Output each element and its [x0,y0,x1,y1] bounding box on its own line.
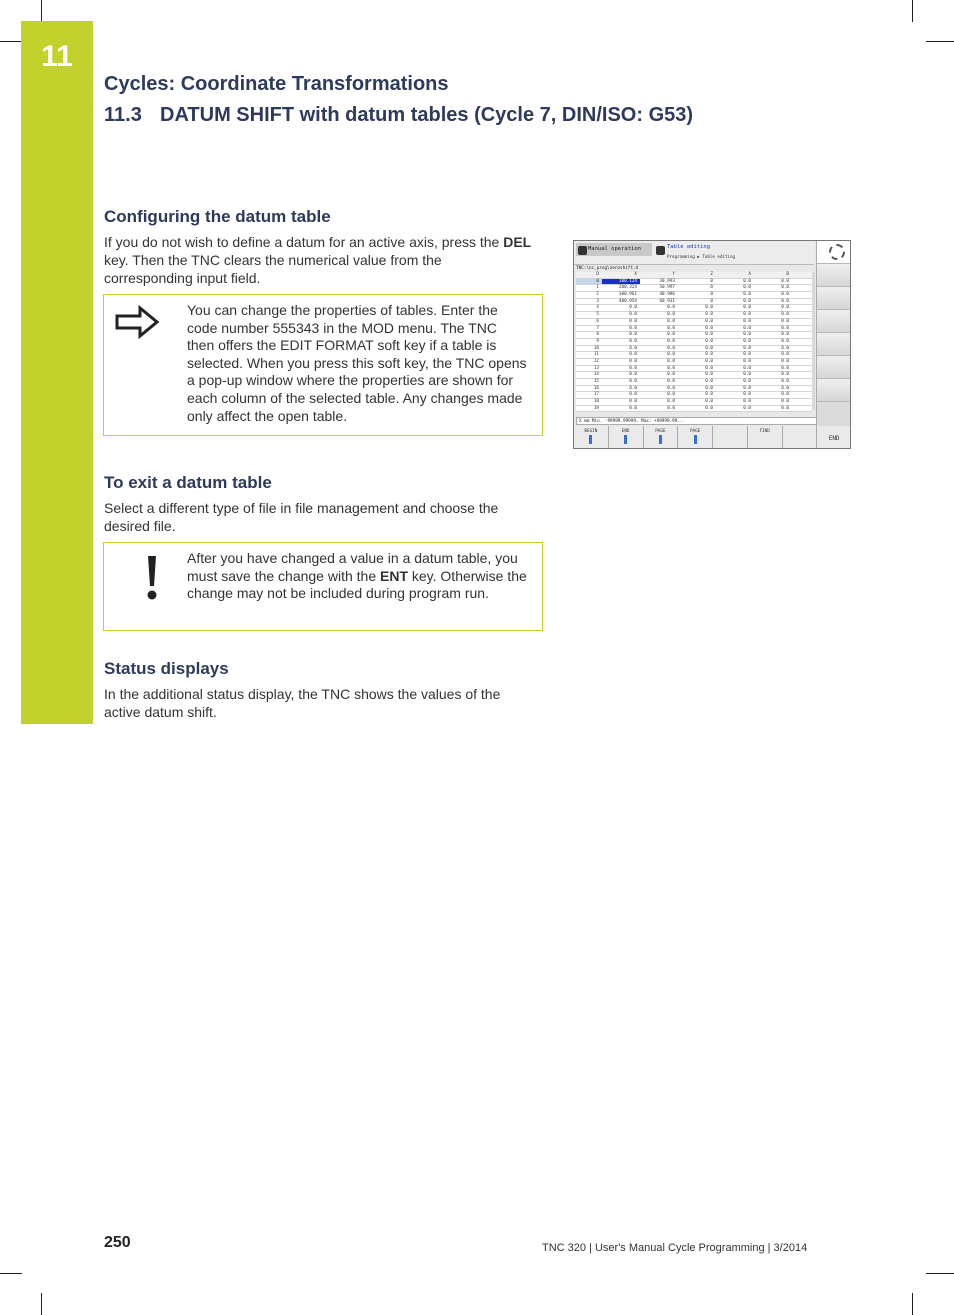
table-cell: 0.0 [705,385,713,391]
heading-configuring: Configuring the datum table [104,207,331,226]
table-cell: 0.0 [705,305,713,311]
exclamation-icon [114,553,184,608]
table-row[interactable] [576,339,812,346]
para-configuring [104,233,534,287]
table-cell: 0.0 [629,392,637,398]
table-cell: 0.0 [629,338,637,344]
mode-label: Table editing [667,244,711,250]
table-cell: 0.0 [667,318,675,324]
table-row[interactable] [576,312,812,319]
table-cell: 0.0 [629,318,637,324]
crop-mark [926,1273,954,1274]
arrow-icon [589,435,592,444]
table-cell: 6 [596,318,599,324]
table-cell: 0.0 [667,365,675,371]
table-cell: 0.0 [629,405,637,411]
table-cell: 0.0 [629,305,637,311]
table-cell: 0 [710,278,713,284]
table-cell: 0.0 [705,318,713,324]
table-cell: 0.0 [667,385,675,391]
crop-mark [912,0,913,22]
table-cell: 0.0 [743,318,751,324]
table-cell: 0.0 [781,332,789,338]
table-cell: 200.324 [618,285,637,291]
table-cell: 0.0 [667,399,675,405]
softkey-label: END [621,429,630,434]
softkey-label: PAGE [689,429,701,434]
table-row[interactable] [576,379,812,386]
table-cell: 0.0 [781,285,789,291]
table-cell: 0 [710,298,713,304]
input-line: X mm Min. -99999.99999, Max: +99999.99... [576,417,846,425]
table-cell: 0.0 [705,352,713,358]
table-cell: 0.0 [781,298,789,304]
table-cell: 0.0 [705,372,713,378]
softkey[interactable] [678,426,713,449]
table-row[interactable] [576,326,812,333]
table-cell: 0.0 [743,352,751,358]
heading-exit: To exit a datum table [104,473,272,492]
table-cell: 0.0 [743,298,751,304]
table-cell: 0.0 [781,365,789,371]
table-cell: 12 [593,358,599,364]
table-cell: 0.0 [629,399,637,405]
table-cell: 0.0 [629,345,637,351]
table-cell: 10 [593,345,599,351]
heading-status: Status displays [104,659,229,678]
crop-mark [41,0,42,22]
table-cell: 0.0 [781,305,789,311]
table-cell: 60.931 [659,298,675,304]
table-cell: 11 [593,352,599,358]
table-cell: 0.0 [705,379,713,384]
softkey[interactable] [817,426,851,449]
chapter-title: Cycles: Coordinate Transformations [104,73,449,95]
softkey-vertical [817,264,851,287]
datum-table [576,272,812,412]
table-cell: 15 [593,379,599,384]
softkey-vertical [817,287,851,310]
file-path: TNC:\nc_prog\zeroshift.d [576,266,639,271]
table-cell: 14 [593,372,599,378]
softkey[interactable] [748,426,783,449]
table-cell: 0 [710,292,713,298]
mode-table-editing [656,243,806,263]
table-cell: 0.0 [743,358,751,364]
table-cell: 0.0 [667,352,675,358]
table-cell: 0.0 [781,358,789,364]
table-row[interactable] [576,359,812,366]
text: key. Otherwise the change may not be included during program run. [187,567,527,602]
table-cell: 0.0 [705,325,713,331]
mode-label: Manual operation [588,246,641,252]
warning-box [103,542,543,631]
text: After you have changed a value in a datum table, you must save the change with the [187,550,518,584]
table-cell: 4 [596,305,599,311]
table-cell: 1 [596,285,599,291]
table-cell: 3 [596,298,599,304]
table-cell: Y [672,272,675,277]
crop-mark [0,1273,22,1274]
table-cell: 0.0 [705,332,713,338]
table-cell: 18 [593,399,599,405]
table-cell: 0.0 [743,278,751,284]
table-cell: 0.0 [781,352,789,358]
table-cell: 8 [596,332,599,338]
table-row[interactable] [576,279,812,286]
table-row[interactable] [576,386,812,393]
softkey-vertical [817,379,851,402]
table-cell: 0.0 [743,345,751,351]
softkey[interactable] [644,426,679,449]
table-cell: 0.0 [629,332,637,338]
table-cell: 0.0 [781,292,789,298]
table-row[interactable] [576,366,812,373]
table-cell: 0 [576,279,602,285]
table-cell: 0.0 [743,379,751,384]
table-cell: A [748,272,751,277]
key-ent: ENT [380,567,408,584]
softkey[interactable] [783,426,818,449]
table-row[interactable] [576,299,812,306]
tnc-screenshot [573,240,851,449]
table-cell: 50.997 [659,285,675,291]
section-title [104,104,693,127]
table-cell: 0.0 [629,385,637,391]
screen-header [574,241,814,265]
table-cell: 0.0 [781,385,789,391]
table-cell: 0.0 [743,392,751,398]
table-cell: 0.0 [781,345,789,351]
table-cell: 0.0 [667,358,675,364]
table-header-row [576,272,812,279]
table-cell: 0.0 [667,338,675,344]
table-cell: 0.0 [743,372,751,378]
table-row[interactable] [576,305,812,312]
table-cell: 0.0 [743,365,751,371]
arrow-right-icon [114,305,184,344]
table-row[interactable] [576,406,812,413]
table-row[interactable] [576,372,812,379]
table-cell: 0.0 [743,405,751,411]
table-cell: 0.0 [705,345,713,351]
table-cell: 0.0 [781,318,789,324]
table-cell: X [634,272,637,277]
table-cell: 0.0 [781,399,789,405]
table-cell: 0.0 [705,392,713,398]
chapter-number: 11 [41,40,73,73]
table-cell: 0.0 [781,278,789,284]
table-row[interactable] [576,285,812,292]
table-row[interactable] [576,332,812,339]
crop-mark [41,1293,42,1315]
table-row[interactable] [576,399,812,406]
table-cell: 0.0 [629,325,637,331]
table-cell: 17 [593,392,599,398]
table-cell: 100.124 [602,279,640,285]
softkey[interactable] [609,426,644,449]
table-cell: 0.0 [781,405,789,411]
table-cell: 0.0 [743,312,751,318]
table-cell: 0.0 [629,372,637,378]
table-cell: 0.0 [743,305,751,311]
footer-text: TNC 320 | User's Manual Cycle Programming | 3/2014 [542,1242,808,1254]
table-cell: 0.0 [743,292,751,298]
gear-icon [829,244,845,260]
softkey-label: BEGIN [584,429,598,434]
crop-mark [912,1293,913,1315]
table-cell: 0.0 [743,285,751,291]
table-cell: 0.0 [629,352,637,358]
table-cell: 0.0 [667,325,675,331]
softkey-bar [574,426,851,449]
text: key. Then the TNC clears the numerical value from the corresponding input field. [104,252,442,286]
vertical-softkeys [816,241,851,426]
mode-manual-operation [576,243,652,256]
table-row[interactable] [576,292,812,299]
table-cell: 0.0 [743,325,751,331]
table-cell: 0.0 [705,399,713,405]
table-cell: Z [710,272,713,277]
softkey[interactable] [713,426,748,449]
softkey-vertical [817,333,851,356]
tip-text: You can change the properties of tables. Enter the code number 555343 in the MOD menu. The TNC then offers the EDIT FORMAT soft key if a table is selected. When you press this soft key, the TNC opens a pop-up window where the properties are shown for each column of the selected table. Any changes made only affect the open table. [187,302,527,424]
table-cell: 0.0 [705,365,713,371]
table-cell: 0.0 [743,338,751,344]
softkey[interactable] [574,426,609,449]
softkey-label: PAGE [655,429,666,434]
table-row[interactable] [576,392,812,399]
table-cell: 0.0 [667,392,675,398]
table-cell: 40.986 [659,292,675,298]
table-cell: 0.0 [667,405,675,411]
scrollbar [812,272,815,410]
table-cell: 0.0 [705,358,713,364]
table-cell: 0.0 [667,372,675,378]
table-cell: 0.0 [667,379,675,384]
table-cell: 0.0 [629,358,637,364]
table-cell: 0.0 [629,365,637,371]
section-number: 11.3 [104,104,142,126]
table-cell: 0.0 [781,312,789,318]
section-title-text: DATUM SHIFT with datum tables (Cycle 7, DIN/ISO: G53) [160,104,694,126]
table-cell: 2 [596,292,599,298]
table-cell: 0.0 [781,338,789,344]
table-cell: 0.0 [743,332,751,338]
table-cell: 0.0 [667,305,675,311]
softkey-vertical [817,356,851,379]
table-cell: B [786,272,789,277]
table-cell: 19 [593,405,599,411]
tip-box [103,294,543,436]
warning-text [187,550,527,603]
page-number: 250 [104,1234,131,1251]
table-cell: 0.0 [667,345,675,351]
table-cell: 0.0 [781,372,789,378]
table-cell: 5 [596,312,599,318]
table-cell: 0.0 [781,325,789,331]
table-cell: 0.0 [743,385,751,391]
table-cell: 0.0 [781,379,789,384]
key-del: DEL [503,234,532,250]
mode-sublabel: Programming ▶ Table editing [667,254,736,259]
table-cell: 300.961 [618,292,637,298]
table-cell: 30.993 [659,278,675,284]
table-cell: 0.0 [705,405,713,411]
table-cell: 0.0 [743,399,751,405]
crop-mark [926,41,954,42]
table-cell: 0.0 [667,332,675,338]
table-cell: 7 [596,325,599,331]
table-cell: 0 [710,285,713,291]
table-cell: D [596,272,599,277]
table-row[interactable] [576,346,812,353]
arrow-icon [659,435,662,444]
softkey-label: FIND [759,429,770,434]
table-cell: 0.0 [705,338,713,344]
table-cell: 13 [593,365,599,371]
arrow-icon [624,435,627,444]
table-cell: 16 [593,385,599,391]
table-cell: 0.0 [705,312,713,318]
table-cell: 9 [596,338,599,344]
table-cell: 0.0 [781,392,789,398]
softkey-gear [817,241,851,264]
text: If you do not wish to define a datum for an active axis, press the [104,234,504,250]
table-cell: 400.954 [618,298,637,304]
softkey-vertical [817,310,851,333]
para-exit: Select a different type of file in file management and choose the desired file. [104,500,499,534]
arrow-icon [694,435,697,444]
edit-icon [656,246,665,255]
para-status: In the additional status display, the TNC shows the values of the active datum shift. [104,686,501,720]
softkey-label: END [828,435,840,442]
hand-icon [578,246,587,255]
table-cell: 0.0 [629,379,637,384]
table-cell: 0.0 [629,312,637,318]
table-row[interactable] [576,319,812,326]
table-cell: 0.0 [667,312,675,318]
chapter-tab [21,21,93,724]
table-row[interactable] [576,352,812,359]
